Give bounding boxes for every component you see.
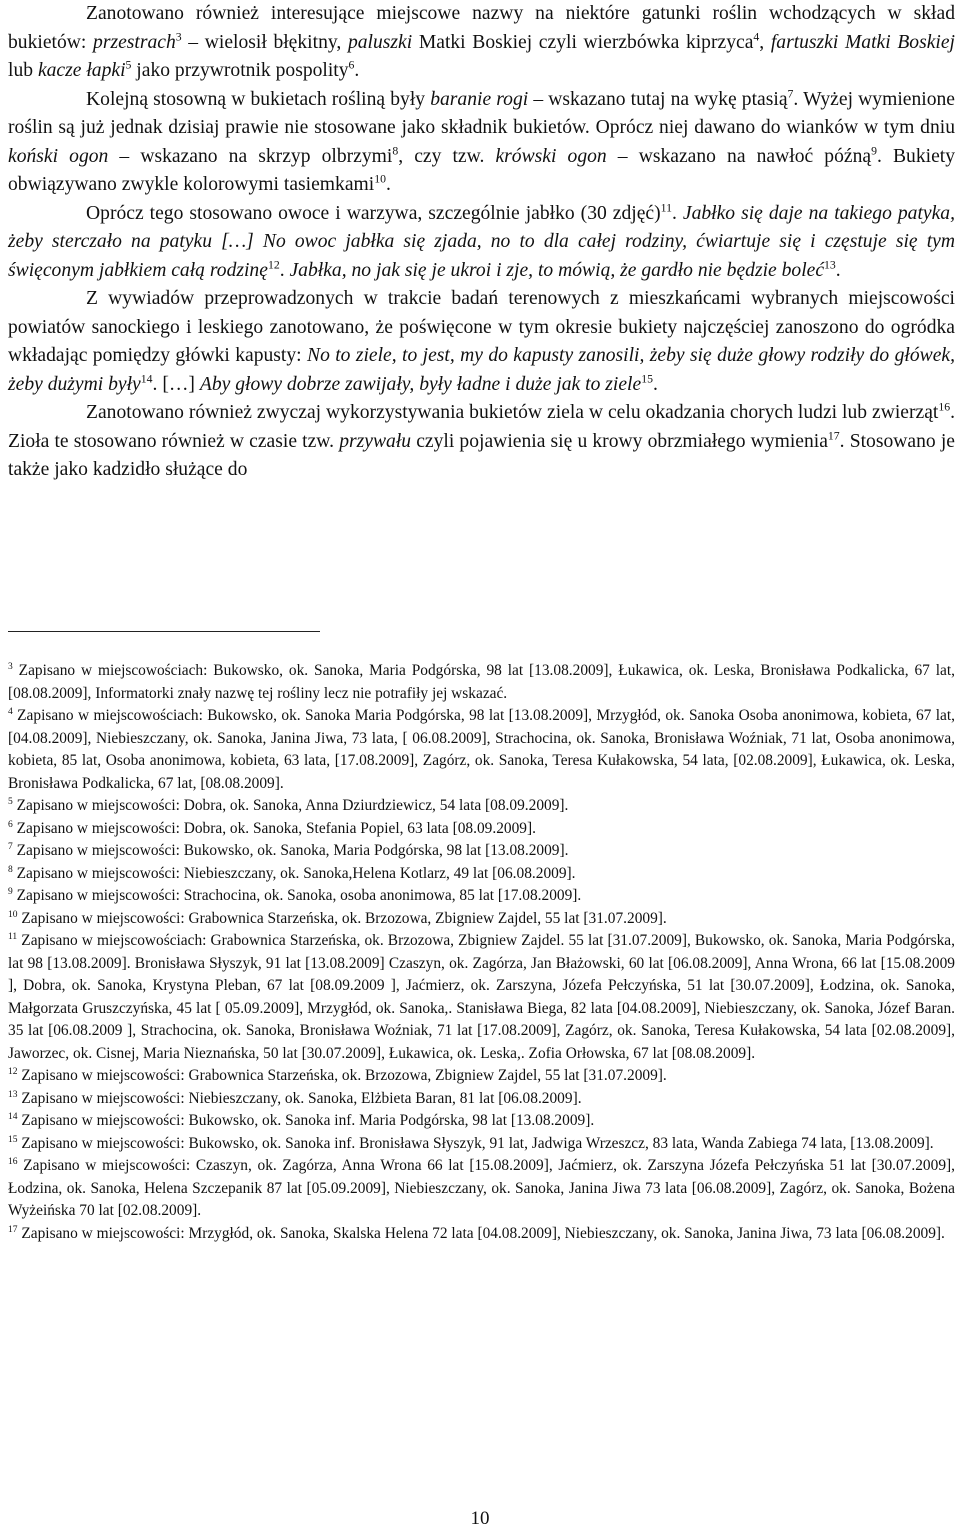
italic-run: przestrach	[93, 31, 176, 53]
text-run: . Stosowano je także jako kadzidło służące do	[8, 430, 955, 480]
footnote-number: 8	[8, 863, 13, 875]
footnote-ref: 17	[827, 428, 840, 442]
italic-run: krówski ogon	[495, 145, 607, 167]
footnote-text: Zapisano w miejscowości: Strachocina, ok. Sanoka, osoba anonimowa, 85 lat [17.08.2009].	[12, 887, 582, 904]
italic-run: Jabłka, no jak się je ukroi i zje, to mówią, że gardło nie będzie boleć	[289, 259, 825, 281]
footnote-ref: 15	[641, 371, 653, 385]
italic-run: No to ziele, to jest, my do kapusty zanosili, żeby się duże głowy rodziły do główek, żeby dużymi były	[8, 345, 955, 395]
italic-run: paluszki	[347, 31, 413, 53]
italic-run: przywału	[339, 430, 412, 452]
footnote-text: Zapisano w miejscowościach: Grabownica Starzeńska, ok. Brzozowa, Zbigniew Zajdel. 55 lat [31.07.2009], Bukowsko, ok. Sanoka, Maria Podgórska, lat 98 [13.08.2009]. Bronisława Słyszyk, 91 lat [13.08.2009] Czaszyn, ok. Zagórza, Jan Błażowski, 60 lat [06.08.2009], Anna Wrona, 66 lat [15.08.2009 ], Dobra, ok. Sanoka, Krystyna Pleban, 67 lat [08.09.2009 ], Jaćmierz, ok. Zarszyna, Józefa Pełczyńska, 51 lat [30.07.2009], Łodzina, ok. Sanoka, Małgorzata Gruszczyńska, 45 lat [ 05.09.2009], Mrzygłód, ok. Sanoka,. Stanisława Biega, 82 lata [04.08.2009], Niebieszczany, ok. Sanoka, Józef Baran. 35 lat [06.08.2009 ], Strachocina, ok. Sanoka, Bronisława Woźniak, 71 lat [17.08.2009], Zagórz, ok. Sanoka, Teresa Kułakowska, 54 lata [02.08.2009], Jaworzec, ok. Cisnej, Maria Nieznańska, 50 lat [30.07.2009], Łukawica, ok. Leska,. Zofia Orłowska, 67 lat [08.08.2009].	[8, 932, 955, 1062]
text-run: – wskazano na skrzyp olbrzymi	[108, 145, 393, 167]
footnote-number: 11	[8, 930, 18, 942]
text-run: Zanotowano również interesujące miejscowe nazwy na niektóre gatunki roślin wchodzących w skład bukietów:	[8, 3, 955, 53]
text-run: .	[354, 60, 360, 81]
footnote-text: Zapisano w miejscowościach: Bukowsko, ok. Sanoka, Maria Podgórska, 98 lat [13.08.2009], Łukawica, ok. Leska, Bronisława Podkalicka, 67 lat, [08.08.2009], Informatorki znały nazwę tej rośliny lecz nie potrafiły jej wskazać.	[8, 662, 955, 702]
paragraph-baranie-rogi	[8, 86, 955, 200]
text-run: . Bukiety obwiązywano zwykle kolorowymi tasiemkami	[8, 145, 956, 195]
footnote-item	[8, 705, 955, 795]
paragraph-wywiady	[8, 285, 955, 399]
footnote-number: 5	[8, 795, 13, 807]
footnote-number: 15	[8, 1133, 18, 1145]
footnote-item	[8, 1065, 955, 1088]
footnote-number: 4	[8, 705, 13, 717]
footnote-ref: 5	[125, 58, 132, 72]
footnote-ref: 6	[348, 58, 355, 72]
paragraph-okadzanie	[8, 399, 955, 485]
footnote-number: 17	[8, 1223, 18, 1235]
footnote-text: Zapisano w miejscowości: Mrzygłód, ok. Sanoka, Skalska Helena 72 lata [04.08.2009], Niebieszczany, ok. Sanoka, Janina Jiwa, 73 lata [06.08.2009].	[17, 1224, 945, 1242]
text-run: . […]	[152, 373, 200, 395]
footnote-ref: 10	[374, 172, 386, 186]
italic-run: fartuszki Matki Boskiej	[770, 31, 956, 53]
main-text	[8, 0, 955, 485]
footnote-item	[8, 795, 955, 818]
italic-run: Jabłko się daje na takiego patyka, żeby sterczało na patyku […] No owoc jabłka się zjada, no to dla całej rodziny, ćwiartuje się i częstuje się tym święconym jabłkiem całą rodzinę	[8, 202, 955, 281]
page-number: 10	[470, 1508, 490, 1529]
footnote-item	[8, 818, 955, 841]
footnote-item	[8, 930, 955, 1065]
text-run: czyli pojawienia się u krowy obrzmiałego wymienia	[411, 430, 828, 452]
footnote-item	[8, 840, 955, 863]
footnote-item	[8, 908, 955, 931]
footnote-ref: 13	[824, 257, 836, 271]
paragraph-owoce-warzywa	[8, 200, 955, 286]
text-run: .	[279, 259, 290, 281]
footnote-text: Zapisano w miejscowości: Grabownica Starzeńska, ok. Brzozowa, Zbigniew Zajdel, 55 lat [31.07.2009].	[17, 909, 667, 927]
footnote-text: Zapisano w miejscowości: Czaszyn, ok. Zagórza, Anna Wrona 66 lat [15.08.2009], Jaćmierz, ok. Zarszyna Józefa Pełczyńska 51 lat [30.07.2009], Łodzina, ok. Sanoka, Helena Szczepanik 87 lat [05.09.2009], Niebieszczany, ok. Sanoka, Janina Jiwa 73 lata [06.08.2009], Zagórz, ok. Sanoka, Bożena Wyżeińska 70 lat [02.08.2009].	[8, 1157, 955, 1219]
footnote-ref: 12	[267, 257, 280, 271]
text-run: Matki Boskiej czyli wierzbówka kiprzyca	[412, 31, 754, 53]
italic-run: Aby głowy dobrze zawijały, były ładne i duże jak to ziele	[199, 373, 642, 395]
footnote-number: 16	[8, 1155, 18, 1167]
text-run: Oprócz tego stosowano owoce i warzywa, szczególnie jabłko (30 zdjęć)	[86, 202, 661, 224]
footnote-item	[8, 660, 955, 705]
footnote-text: Zapisano w miejscowości: Bukowsko, ok. Sanoka inf. Bronisława Słyszyk, 91 lat, Jadwiga Wrzeszcz, 83 lata, Wanda Zabiega 74 lata, [13.08.2009].	[17, 1134, 934, 1152]
footnote-ref: 7	[787, 86, 794, 100]
footnote-ref: 11	[660, 200, 672, 214]
footnote-item	[8, 863, 955, 886]
text-run: Z wywiadów przeprowadzonych w trakcie badań terenowych z mieszkańcami wybranych miejscowości powiatów sanockiego i leskiego zanotowano, że poświęcone w tym okresie bukiety najczęściej zanoszono do ogródka wkładając pomiędzy główki kapusty:	[8, 288, 955, 366]
footnote-number: 9	[8, 885, 13, 897]
footnote-separator	[8, 631, 320, 632]
italic-run: koński ogon	[8, 145, 109, 167]
footnote-text: Zapisano w miejscowości: Bukowsko, ok. Sanoka inf. Maria Podgórska, 98 lat [13.08.2009].	[17, 1112, 595, 1129]
footnote-number: 10	[8, 908, 18, 920]
text-run: – wielosił błękitny,	[181, 31, 348, 53]
footnote-text: Zapisano w miejscowości: Niebieszczany, ok. Sanoka, Elżbieta Baran, 81 lat [06.08.2009].	[17, 1089, 582, 1107]
footnotes	[8, 660, 955, 1245]
text-run: Zanotowano również zwyczaj wykorzystywania bukietów ziela w celu okadzania chorych ludzi lub zwierząt	[86, 402, 939, 423]
footnote-ref: 3	[175, 29, 182, 43]
footnote-item	[8, 1088, 955, 1111]
text-run: Kolejną stosowną w bukietach rośliną były	[86, 88, 431, 110]
text-run: .	[671, 202, 683, 224]
footnote-number: 14	[8, 1110, 18, 1122]
footnote-text: Zapisano w miejscowości: Bukowsko, ok. Sanoka, Maria Podgórska, 98 lat [13.08.2009].	[12, 842, 569, 859]
footnote-item	[8, 1133, 955, 1156]
footnote-ref: 16	[938, 400, 951, 414]
text-run: . Zioła te stosowano również w czasie tzw.	[8, 402, 955, 452]
footnote-number: 7	[8, 840, 13, 852]
footnote-text: Zapisano w miejscowości: Grabownica Starzeńska, ok. Brzozowa, Zbigniew Zajdel, 55 lat [31.07.2009].	[17, 1067, 667, 1084]
footnote-item	[8, 1155, 955, 1223]
footnote-text: Zapisano w miejscowości: Dobra, ok. Sanoka, Stefania Popiel, 63 lata [08.09.2009].	[12, 819, 536, 837]
footnote-number: 12	[8, 1065, 18, 1077]
footnote-text: Zapisano w miejscowości: Niebieszczany, ok. Sanoka,Helena Kotlarz, 49 lat [06.08.2009].	[12, 864, 576, 882]
footnote-item	[8, 1110, 955, 1133]
text-run: ,	[759, 31, 771, 53]
footnote-number: 6	[8, 818, 13, 830]
footnote-item	[8, 885, 955, 908]
text-run: jako przywrotnik pospolity	[131, 60, 349, 81]
footnote-number: 13	[8, 1088, 18, 1100]
italic-run: kacze łapki	[37, 60, 126, 81]
text-run: .	[835, 259, 841, 281]
footnote-item	[8, 1223, 955, 1246]
footnote-ref: 4	[753, 29, 760, 43]
italic-run: baranie rogi	[430, 88, 529, 110]
footnote-ref: 8	[392, 143, 399, 157]
text-run: .	[385, 174, 391, 195]
text-run: . Wyżej wymienione roślin są już jednak dzisiaj prawie nie stosowane jako składnik bukietów. Oprócz niej dawano do wianków w tym dniu	[8, 88, 955, 138]
text-run: , czy tzw.	[398, 145, 496, 167]
text-run: .	[652, 373, 658, 395]
text-run: – wskazano tutaj na wykę ptasią	[528, 88, 788, 110]
footnote-number: 3	[8, 660, 13, 672]
footnote-text: Zapisano w miejscowości: Dobra, ok. Sanoka, Anna Dziurdziewicz, 54 lata [08.09.2009].	[12, 797, 569, 814]
footnote-ref: 14	[140, 371, 153, 385]
footnote-text: Zapisano w miejscowościach: Bukowsko, ok. Sanoka Maria Podgórska, 98 lat [13.08.2009], Mrzygłód, ok. Sanoka Osoba anonimowa, kobieta, 67 lat, [04.08.2009], Niebieszczany, ok. Sanoka, Janina Jiwa, 73 lata, [ 06.08.2009], Strachocina, ok. Sanoka, Bronisława Woźniak, 71 lat, Osoba anonimowa, kobieta, 85 lat, Osoba anonimowa, kobieta, 63 lata, [17.08.2009], Zagórz, ok. Sanoka, Teresa Kułakowska, 54 lata, [02.08.2009], Łukawica, ok. Leska, Bronisława Podkalicka, 67 lat, [08.08.2009].	[8, 707, 955, 792]
paragraph-plant-names	[8, 0, 955, 86]
text-run: lub	[8, 60, 38, 81]
text-run: – wskazano na nawłoć późną	[606, 145, 872, 167]
footnote-ref: 9	[871, 143, 877, 157]
